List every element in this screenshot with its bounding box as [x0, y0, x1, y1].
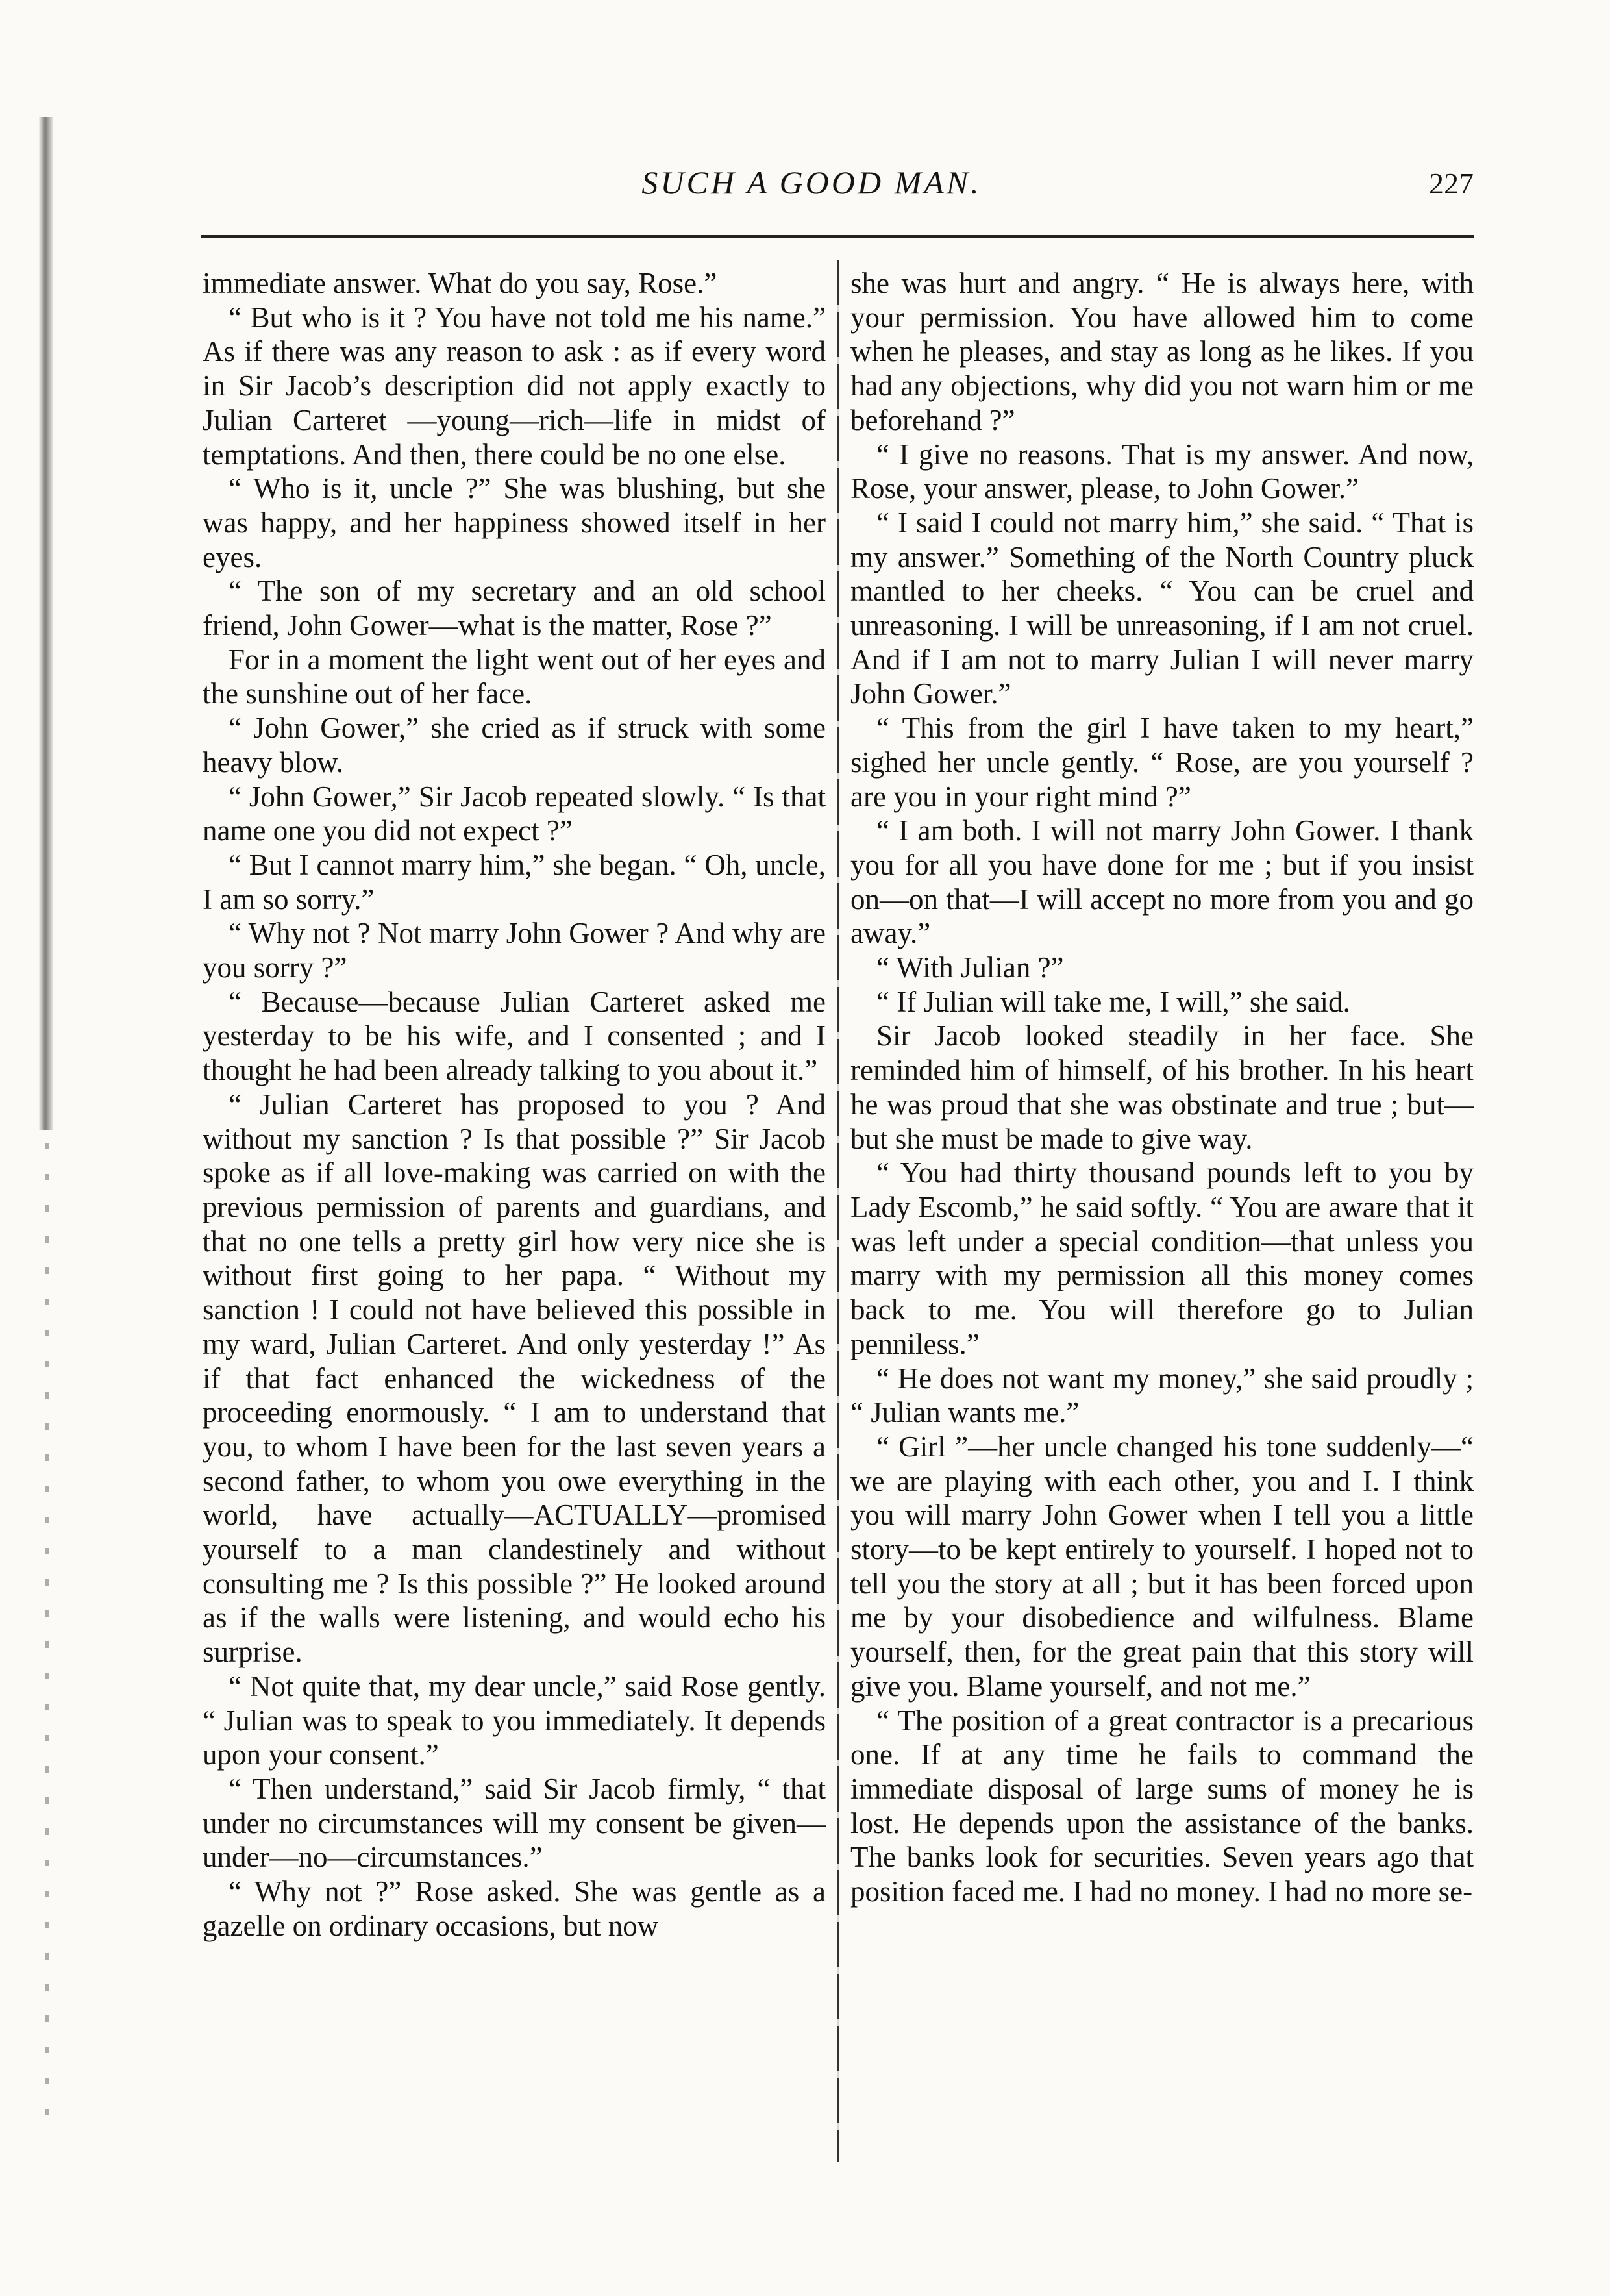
- paragraph: “ Then understand,” said Sir Jacob firmly, “ that under no circumstances will my consent be given—under—no—circumstances.”: [203, 1772, 826, 1874]
- paragraph: “ This from the girl I have taken to my heart,” sighed her uncle gently. “ Rose, are you yourself ? are you in your right mind ?”: [850, 712, 1474, 813]
- paragraph: “ I said I could not marry him,” she said. “ That is my answer.” Something of the North Country pluck mantled to her cheeks. “ You can be cruel and unreasoning. I will be unreasoning, if I am not cruel. And if I am not to marry Julian I will never marry John Gower.”: [850, 506, 1474, 710]
- paragraph: “ He does not want my money,” she said proudly ; “ Julian wants me.”: [850, 1362, 1474, 1429]
- page-number: 227: [1429, 167, 1474, 200]
- paragraph: “ Not quite that, my dear uncle,” said Rose gently. “ Julian was to speak to you immediately. It depends upon your consent.”: [203, 1669, 826, 1771]
- paragraph: “ Why not ? Not marry John Gower ? And why are you sorry ?”: [203, 917, 826, 984]
- paragraph: “ I give no reasons. That is my answer. And now, Rose, your answer, please, to John Gower.”: [850, 438, 1474, 505]
- paragraph: “ If Julian will take me, I will,” she said.: [876, 985, 1350, 1018]
- paragraph: “ John Gower,” she cried as if struck with some heavy blow.: [203, 712, 826, 779]
- paragraph: “ You had thirty thousand pounds left to you by Lady Escomb,” he said softly. “ You are aware that it was left under a special condition—that unless you marry with my permission all this money comes back to me. You will therefore go to Julian penniless.”: [850, 1156, 1474, 1360]
- binding-marks: [45, 1143, 49, 2117]
- right-column: [850, 266, 1474, 1909]
- running-title: SUCH A GOOD MAN.: [641, 164, 982, 201]
- left-column: [203, 266, 826, 1943]
- header-rule: [201, 235, 1474, 238]
- paragraph: she was hurt and angry. “ He is always here, with your permission. You have allowed him to come when he pleases, and stay as long as he likes. If you had any objections, why did you not warn him or me beforehand ?”: [850, 267, 1474, 436]
- paragraph: immediate answer. What do you say, Rose.”: [203, 267, 717, 299]
- paragraph: “ But who is it ? You have not told me his name.” As if there was any reason to ask : as if every word in Sir Jacob’s description did not apply exactly to Julian Carteret —young—rich—life in midst of temptations. And then, there could be no one else.: [203, 301, 826, 471]
- paragraph: “ The son of my secretary and an old school friend, John Gower—what is the matter, Rose ?”: [203, 575, 826, 642]
- paragraph: For in a moment the light went out of her eyes and the sunshine out of her face.: [203, 643, 826, 710]
- page-header: [201, 164, 1474, 209]
- paragraph: Sir Jacob looked steadily in her face. She reminded him of himself, of his brother. In his heart he was proud that she was obstinate and true ; but—but she must be made to give way.: [850, 1019, 1474, 1155]
- paragraph: “ Julian Carteret has proposed to you ? And without my sanction ? Is that possible ?” Sir Jacob spoke as if all love-making was carried on with the previous permission of parents and guardians, and that no one tells a pretty girl how very nice she is without first going to her papa. “ Without my sanction ! I could not have believed this possible in my ward, Julian Carteret. And only yesterday !” As if that fact enhanced the wickedness of the proceeding enormously. “ I am to understand that you, to whom I have been for the last seven years a second father, to whom you owe everything in the world, have actually—ACTUALLY—promised yourself to a man clandestinely and without consulting me ? Is this possible ?” He looked around as if the walls were listening, and would echo his surprise.: [203, 1088, 826, 1669]
- column-divider: [837, 260, 839, 2162]
- paragraph: “ The position of a great contractor is a precarious one. If at any time he fails to command the immediate disposal of large sums of money he is lost. He depends upon the assistance of the banks. The banks look for securities. Seven years ago that position faced me. I had no money. I had no more se-: [850, 1704, 1474, 1908]
- binding-shadow: [39, 117, 53, 1130]
- paragraph: “ But I cannot marry him,” she began. “ Oh, uncle, I am so sorry.”: [203, 848, 826, 916]
- paragraph: “ With Julian ?”: [876, 951, 1064, 984]
- paragraph: “ Why not ?” Rose asked. She was gentle as a gazelle on ordinary occasions, but now: [203, 1875, 826, 1942]
- paragraph: “ John Gower,” Sir Jacob repeated slowly. “ Is that name one you did not expect ?”: [203, 780, 826, 847]
- paragraph: “ Because—because Julian Carteret asked me yesterday to be his wife, and I consented ; and I thought he had been already talking to you about it.”: [203, 985, 826, 1087]
- paragraph: “ I am both. I will not marry John Gower. I thank you for all you have done for me ; but if you insist on—on that—I will accept no more from you and go away.”: [850, 814, 1474, 950]
- paragraph: “ Who is it, uncle ?” She was blushing, but she was happy, and her happiness showed itself in her eyes.: [203, 472, 826, 573]
- paragraph: “ Girl ”—her uncle changed his tone suddenly—“ we are playing with each other, you and I. I think you will marry John Gower when I tell you a little story—to be kept entirely to yourself. I hoped not to tell you the story at all ; but it has been forced upon me by your disobedience and wilfulness. Blame yourself, then, for the great pain that this story will give you. Blame yourself, and not me.”: [850, 1430, 1474, 1703]
